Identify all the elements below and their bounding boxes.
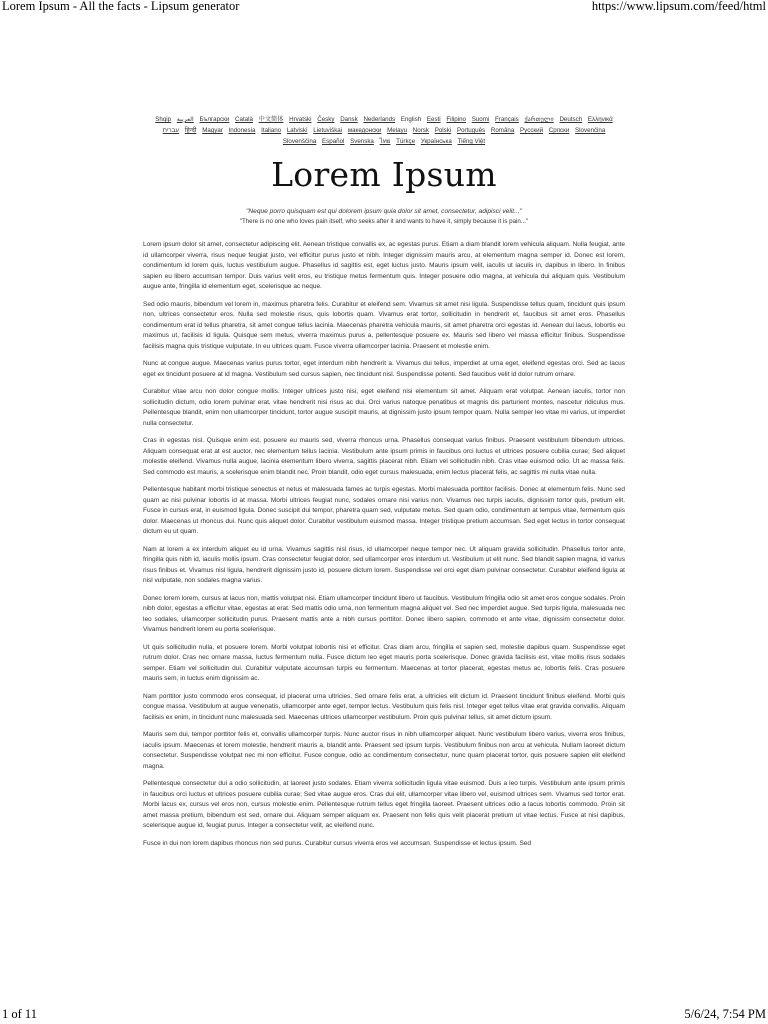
language-link[interactable]: Slovenščina	[282, 138, 317, 145]
language-link[interactable]: Česky	[317, 116, 335, 123]
language-link[interactable]: Български	[199, 116, 230, 123]
language-link[interactable]: हिन्दी	[184, 127, 197, 134]
language-link[interactable]: Français	[495, 116, 519, 123]
page-content	[143, 114, 625, 856]
language-link[interactable]: Српски	[548, 127, 570, 134]
lorem-paragraph: Curabitur vitae arcu non dolor congue mollis. Integer ultrices justo nisi, eget eleifend nisi elementum sit amet. Aliquam erat volutpat. Aenean iaculis, tortor non sollicitudin dictum, odio lorem pulvinar erat, vitae hendrerit nisi risus ac dui. Orci varius natoque penatibus et magnis dis parturient montes, nascetur ridiculus mus. Pellentesque blandit, enim non ullamcorper tincidunt, tortor augue suscipit mauris, at dignissim justo ipsum tempor quam. Nulla semper leo vitae mi varius, ut imperdiet nulla consectetur.	[143, 388, 625, 427]
lorem-paragraph: Nunc at congue augue. Maecenas varius purus tortor, eget interdum nibh hendrerit a. Vivamus dui tellus, imperdiet at urna eget, eleifend egestas orci. Sed ac lacus eget ex tincidunt posuere at id magna. Vestibulum sed cursus sapien, nec tincidunt nisl. Suspendisse potenti. Sed faucibus velit id dolor rutrum ornare.	[143, 360, 625, 378]
language-link[interactable]: Slovenčina	[575, 127, 606, 134]
language-link[interactable]: Ελληνικά	[587, 116, 613, 123]
language-link[interactable]: Español	[322, 138, 345, 145]
lorem-paragraph: Fusce in dui non lorem dapibus rhoncus non sed purus. Curabitur cursus viverra eros vel accumsan. Suspendisse et lectus ipsum. Sed	[143, 839, 532, 847]
page-number: 1 of 11	[2, 1007, 37, 1021]
lorem-paragraph: Pellentesque habitant morbi tristique senectus et netus et malesuada fames ac turpis egestas. Morbi malesuada porttitor facilisis. Donec at elementum felis. Nunc sed quam ac nisi pulvinar lobortis id at massa. Morbi ultrices feugiat nunc, sodales ornare nisi varius non. Vivamus nec turpis iaculis, dignissim tortor quis, pretium elit. Fusce in cursus erat, in euismod ligula. Donec suscipit dui tempor, pharetra quam sed, vulputate metus. Sed quam odio, condimentum at tempus vitae, fermentum quis dolor. Maecenas ut rhoncus dui. Nunc quis aliquet dolor. Curabitur vestibulum euismod massa. Integer tristique pretium accumsan. Sed eget lectus in tortor consequat dictum eu ut quam.	[143, 486, 625, 535]
quote-translation: "There is no one who loves pain itself, who seeks after it and wants to have it, simply because it is pain..."	[239, 218, 529, 225]
language-link[interactable]: ქართული	[524, 116, 554, 123]
language-link[interactable]: Shqip	[155, 116, 172, 123]
language-link[interactable]: Suomi	[471, 116, 490, 123]
language-link[interactable]: Deutsch	[559, 116, 583, 123]
language-link[interactable]: Português	[456, 127, 486, 134]
language-link[interactable]: עברית	[162, 127, 180, 134]
lorem-paragraph: Nam porttitor justo commodo eros consequat, id placerat urna ultricies. Sed ornare felis erat, a ultricies elit dictum id. Praesent tincidunt finibus eleifend. Morbi quis congue massa. Vestibulum at augue venenatis, ullamcorper ante eget, tempor lectus. Vestibulum quis felis nisl. Integer eget tellus vitae erat gravida convallis. Aliquam facilisis ex enim, in tincidunt nunc malesuada sed. Maecenas ultrices ullamcorper vestibulum. Proin quis pulvinar tellus, sit amet dictum ipsum.	[143, 692, 625, 721]
language-link[interactable]: Norsk	[412, 127, 429, 134]
language-link[interactable]: Lietuviškai	[313, 127, 343, 134]
language-link[interactable]: Indonesia	[228, 127, 256, 134]
lorem-paragraphs	[143, 240, 625, 849]
quote: "Neque porro quisquam est qui dolorem ipsum quia dolor sit amet, consectetur, adipisci velit..."	[246, 208, 522, 215]
language-link[interactable]: Româna	[490, 127, 515, 134]
language-link[interactable]: Latviski	[286, 127, 308, 134]
language-link[interactable]: Tiếng Việt	[457, 138, 486, 145]
language-link[interactable]: Pyccкий	[520, 127, 544, 134]
lorem-paragraph: Ut quis sollicitudin nulla, et posuere lorem. Morbi volutpat lobortis nisi et efficitur. Cras diam arcu, fringilla et sapien sed, molestie dapibus quam. Suspendisse eget rutrum dolor. Cras nec ornare massa, luctus fermentum nulla. Fusce dictum leo eget mauris porta scelerisque. Donec gravida facilisis est, vitae mollis risus sodales semper. Etiam vel sollicitudin dui. Curabitur vulputate accumsan turpis eu fermentum. Maecenas at tortor placerat, egestas metus ac, lobortis felis. Cras posuere mauris sem, in luctus enim dignissim ac.	[143, 643, 625, 682]
language-link[interactable]: Türkçe	[396, 138, 416, 145]
language-link[interactable]: العربية	[176, 116, 194, 123]
language-link[interactable]: Filipino	[446, 116, 466, 123]
language-link[interactable]: Eesti	[426, 116, 441, 123]
site-title: Lorem Ipsum	[271, 155, 497, 194]
language-selector	[143, 114, 625, 147]
language-link[interactable]: Magyar	[202, 127, 223, 134]
print-header	[0, 0, 768, 16]
language-link[interactable]: Hrvatski	[289, 116, 312, 123]
language-link[interactable]: 中文简体	[258, 116, 284, 123]
language-link[interactable]: македонски	[347, 127, 382, 134]
language-link[interactable]: Svenska	[350, 138, 374, 145]
language-link[interactable]: ไทย	[379, 138, 391, 145]
language-link[interactable]: Dansk	[340, 116, 358, 123]
language-link[interactable]: Italiano	[261, 127, 282, 134]
lorem-paragraph: Donec lorem lorem, cursus at lacus non, mattis volutpat nisi. Etiam ullamcorper tincidunt libero ut faucibus. Vestibulum fringilla odio sit amet eros congue sodales. Proin nibh dolor, egestas a efficitur vitae, egestas at erat. Sed mattis odio urna, non fermentum magna aliquet vel. Sed nec imperdiet augue. Sed turpis ligula, malesuada nec leo sodales, ullamcorper sollicitudin purus. Praesent mattis ante a nibh cursus porttitor. Donec libero sapien, commodo et ante vitae, dignissim consectetur dolor. Vivamus hendrerit lorem eu porta scelerisque.	[143, 594, 625, 633]
language-link[interactable]: Català	[235, 116, 253, 123]
lorem-paragraph: Lorem ipsum dolor sit amet, consectetur adipiscing elit. Aenean tristique convallis ex, ac egestas purus. Etiam a diam blandit lorem vehicula aliquam. Nulla feugiat, ante id ullamcorper viverra, risus neque feugiat justo, vel efficitur purus justo et nibh. Integer dignissim mauris arcu, at elementum magna semper id. Donec est lorem, condimentum id lorem quis, luctus vestibulum augue. Phasellus id sagittis est, eget luctus justo. Mauris ipsum velit, iaculis ut iaculis in, dapibus in libero. In finibus sapien eu libero accumsan tempor. Duis varius velit eros, eu tristique metus fermentum quis. Integer posuere odio magna, at vehicula dui aliquam quis. Vestibulum augue ante, fringilla id elementum eget, scelerisque ac neque.	[143, 241, 625, 290]
language-link: English	[400, 116, 422, 123]
lorem-paragraph: Mauris sem dui, tempor porttitor felis et, convallis ullamcorper turpis. Nunc auctor risus in nibh ullamcorper aliquet. Nunc vestibulum libero varius, viverra eros finibus, iaculis ipsum. Maecenas et lorem molestie, hendrerit mauris a, blandit ante. Praesent sed ipsum turpis. Vestibulum finibus non arcu at vehicula. Nullam laoreet dictum consectetur. Suspendisse volutpat nec mi non efficitur. Fusce congue, odio ac condimentum consectetur, nunc quam placerat tortor, quis posuere sapien elit eleifend magna.	[143, 731, 625, 770]
language-link[interactable]: Українська	[420, 138, 452, 145]
print-page-title: Lorem Ipsum - All the facts - Lipsum generator	[2, 0, 240, 13]
print-url[interactable]: https://www.lipsum.com/feed/html	[591, 0, 766, 13]
lorem-paragraph: Nam at lorem a ex interdum aliquet eu id urna. Vivamus sagittis nisl risus, id ullamcorper neque tempor nec. Ut aliquam gravida sollicitudin. Phasellus tortor ante, fringilla quis nibh id, iaculis mollis ipsum. Cras consectetur feugiat dolor, sed ullamcorper eros interdum ut. Vestibulum ut elit nunc. Sed blandit sapien magna, id varius risus finibus et. Vivamus nisl ligula, hendrerit dignissim justo id, posuere dictum lorem. Suspendisse vel orci eget diam pulvinar consectetur. Curabitur eleifend ligula at nisl vulputate, non sodales magna varius.	[143, 545, 625, 584]
language-link[interactable]: Nederlands	[363, 116, 396, 123]
print-datetime: 5/6/24, 7:54 PM	[684, 1007, 766, 1021]
print-footer	[0, 1006, 768, 1024]
language-link[interactable]: Melayu	[387, 127, 408, 134]
lorem-paragraph: Cras in egestas nisl. Quisque enim est, posuere eu mauris sed, viverra rhoncus urna. Phasellus consequat varius finibus. Praesent vestibulum bibendum ultrices. Aliquam consequat erat at est auctor, nec elementum tellus lacinia. Vestibulum ante ipsum primis in faucibus orci luctus et ultrices posuere cubilia curae; Sed aliquet molestie eleifend. Vivamus nulla augue, lacinia elementum libero viverra, sagittis placerat nibh. Etiam vel sollicitudin nibh. Cras vitae euismod odio. Ut ac massa felis. Sed commodo est mauris, a scelerisque enim blandit nec. Proin blandit, odio eget cursus malesuada, enim lectus placerat felis, ac sagittis mi nulla vitae nulla.	[143, 437, 625, 476]
lorem-paragraph: Sed odio mauris, bibendum vel lorem in, maximus pharetra felis. Curabitur et eleifend sem. Vivamus sit amet nisi ligula. Suspendisse tellus quam, tincidunt quis ipsum non, ultrices consectetur eros. Nulla sed molestie risus, quis lobortis quam. Vivamus erat tortor, sollicitudin in hendrerit et, faucibus sit amet eros. Phasellus condimentum erat id tellus pharetra, sit amet congue tellus lacinia. Maecenas pharetra vehicula mauris, sit amet pharetra orci egestas id. Aenean dui lacus, lobortis eu maximus ut, facilisis id ligula. Quisque sem metus, viverra maximus purus a, pellentesque posuere ex. Mauris sed libero vel massa efficitur finibus. Suspendisse facilisis magna quis tristique vulputate. In eu ultrices quam. Fusce viverra ullamcorper lacinia. Praesent et molestie enim.	[143, 300, 625, 350]
lorem-paragraph: Pellentesque consectetur dui a odio sollicitudin, at laoreet justo sodales. Etiam viverra sollicitudin ligula vitae euismod. Duis a leo turpis. Vestibulum ante ipsum primis in faucibus orci luctus et ultrices posuere cubilia curae; Sed vitae augue eros. Cras dui elit, ullamcorper vitae libero vel, euismod ultrices sem. Vivamus sed tortor erat. Morbi lacus ex, cursus vel eros non, cursus molestie enim. Pellentesque rutrum tellus eget fringilla laoreet. Praesent ultrices odio a lacus lobortis commodo. Proin sit amet massa pretium, bibendum est sed, ornare dui. Aliquam semper aliquam ex. Praesent non felis quis velit placerat pretium ut vitae lectus. Fusce at nisi dapibus, scelerisque augue id, feugiat purus. Integer a consectetur velit, ac eleifend nunc.	[143, 780, 625, 829]
language-link[interactable]: Polski	[434, 127, 452, 134]
